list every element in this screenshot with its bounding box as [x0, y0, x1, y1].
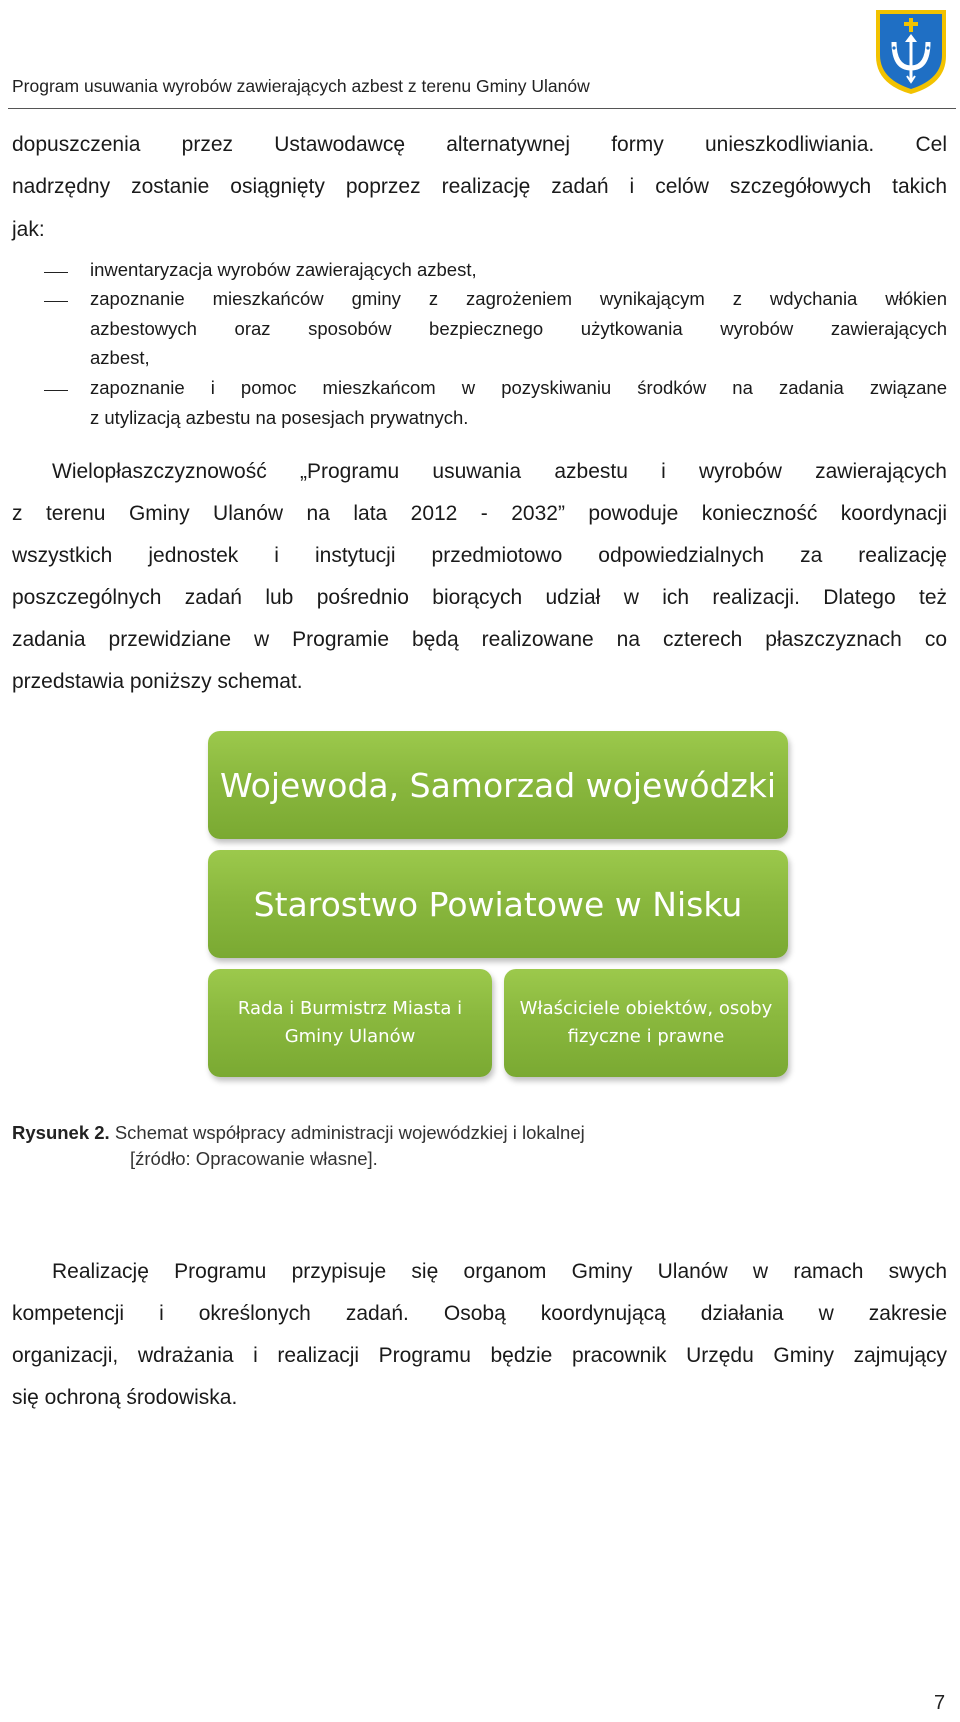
bullet-1-line-1: inwentaryzacja wyrobów zawierających azbest, [90, 259, 477, 280]
diagram-box-council-mayor [208, 969, 492, 1077]
diagram-box-county-office-label: Starostwo Powiatowe w Nisku [253, 884, 743, 924]
intro-line-3: jak: [12, 218, 45, 241]
para2-line-2: kompetencji i określonych zadań. Osobą koordynującą działania w zakresie [12, 1302, 947, 1325]
para1-line-1: Wielopłaszczyznowość „Programu usuwania azbestu i wyrobów zawierających [52, 460, 947, 483]
bullet-dash [44, 272, 68, 273]
para1-line-3: wszystkich jednostek i instytucji przedmiotowo odpowiedzialnych za realizację [12, 544, 947, 567]
diagram-box-property-owners [504, 969, 788, 1077]
intro-line-1: dopuszczenia przez Ustawodawcę alternatywnej formy unieszkodliwiania. Cel [12, 133, 947, 156]
para1-line-4: poszczególnych zadań lub pośrednio biorących udział w ich realizacji. Dlatego też [12, 586, 947, 609]
intro-line-2: nadrzędny zostanie osiągnięty poprzez realizację zadań i celów szczegółowych takich [12, 175, 947, 198]
figure-caption [12, 1122, 585, 1144]
para1-line-6: przedstawia poniższy schemat. [12, 670, 303, 693]
document-header-title: Program usuwania wyrobów zawierających azbest z terenu Gminy Ulanów [12, 76, 590, 96]
figure-caption-source: [źródło: Opracowanie własne]. [130, 1148, 378, 1169]
page-number: 7 [934, 1692, 946, 1714]
diagram-box-property-owners-label: Właściciele obiektów, osoby fizyczne i prawne [519, 998, 773, 1047]
para2-line-1: Realizację Programu przypisuje się organom Gminy Ulanów w ramach swych [52, 1260, 947, 1283]
bullet-2-line-3: azbest, [90, 347, 150, 368]
bullet-2-line-1: zapoznanie mieszkańców gminy z zagrożeniem wynikającym z wdychania włókien [90, 288, 947, 309]
para1-line-5: zadania przewidziane w Programie będą realizowane na czterech płaszczyznach co [12, 628, 947, 651]
bullet-3-line-1: zapoznanie i pomoc mieszkańcom w pozyskiwaniu środków na zadania związane [90, 377, 947, 398]
para1-line-2: z terenu Gminy Ulanów na lata 2012 - 2032” powoduje konieczność koordynacji [12, 502, 947, 525]
para2-line-3: organizacji, wdrażania i realizacji Programu będzie pracownik Urzędu Gminy zajmujący [12, 1344, 947, 1367]
header-divider [8, 108, 956, 109]
diagram-box-county-office [208, 850, 788, 958]
diagram-box-voivode [208, 731, 788, 839]
figure-caption-label: Rysunek 2. [12, 1122, 110, 1143]
diagram-box-voivode-label: Wojewoda, Samorzad wojewódzki [219, 765, 777, 805]
bullet-dash [44, 390, 68, 391]
bullet-2-line-2: azbestowych oraz sposobów bezpiecznego użytkowania wyrobów zawierających [90, 318, 947, 339]
bullet-3-line-2: z utylizacją azbestu na posesjach prywatnych. [90, 407, 469, 428]
diagram-box-council-mayor-label: Rada i Burmistrz Miasta i Gminy Ulanów [237, 998, 463, 1047]
bullet-dash [44, 301, 68, 302]
figure-caption-text: Schemat współpracy administracji wojewódzkiej i lokalnej [109, 1122, 585, 1143]
ulanow-coat-of-arms-icon [872, 6, 950, 96]
para2-line-4: się ochroną środowiska. [12, 1386, 238, 1409]
